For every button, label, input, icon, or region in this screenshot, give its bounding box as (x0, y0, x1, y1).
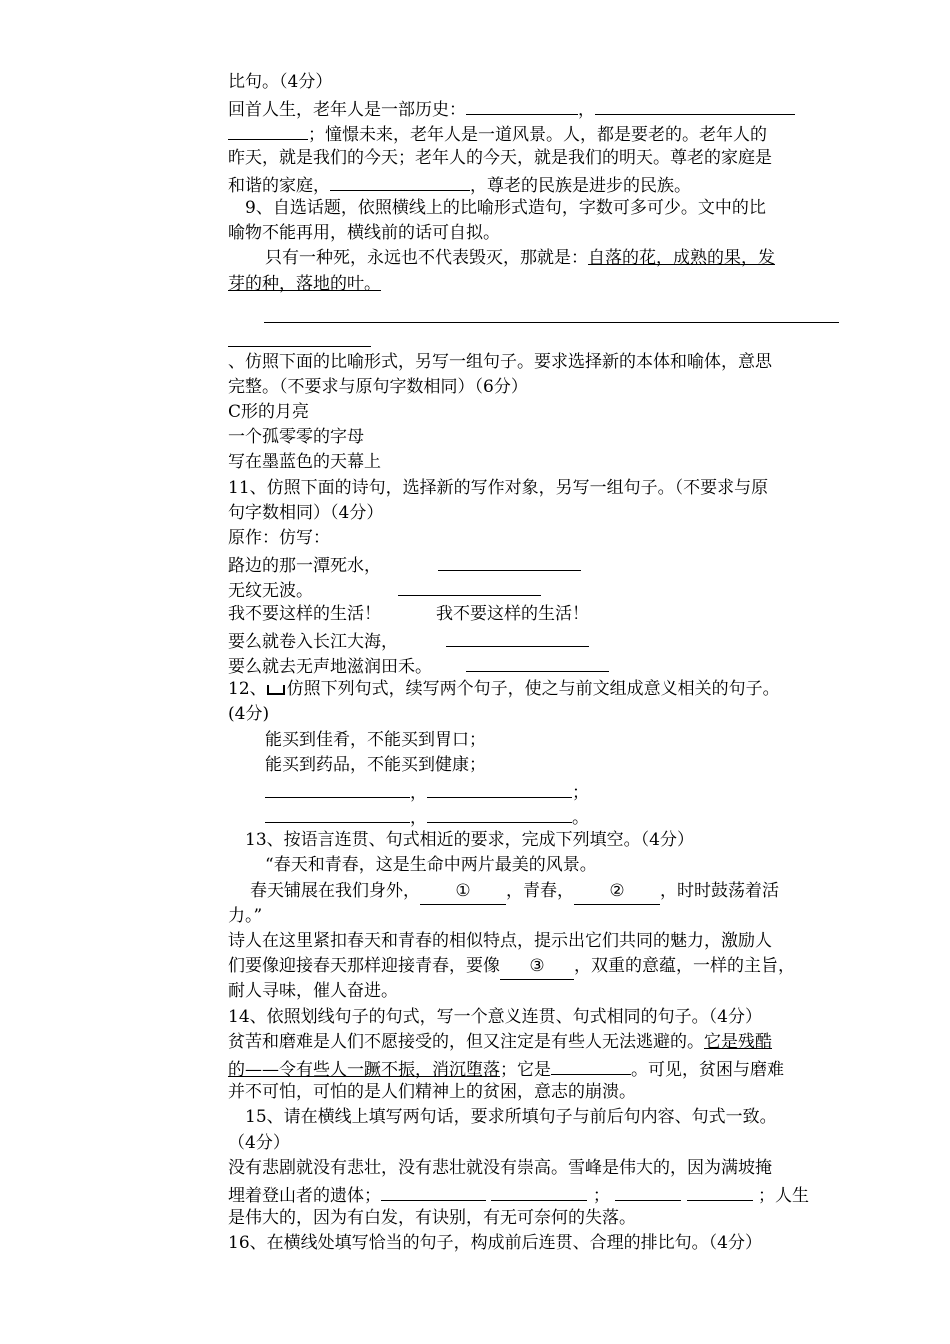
answer-blank[interactable] (228, 120, 308, 140)
underlined-text: 自落的花，成熟的果，发 (588, 248, 775, 269)
text-line: ， ； (228, 778, 853, 803)
question-10: 、仿照下面的比喻形式，另写一组句子。要求选择新的本体和喻体，意思 (228, 351, 772, 372)
underlined-text: 芽的种，落地的叶。 (228, 273, 381, 294)
underlined-text: 它是残酷 (704, 1031, 772, 1052)
text-line: 要么就去无声地滋润田禾。 (228, 652, 853, 677)
underlined-text: 的——令有些人一蹶不振，消沉堕落 (228, 1059, 500, 1080)
text-line: (4分) (228, 704, 270, 725)
text-line: 完整。（不要求与原句字数相同）（6分） (228, 376, 528, 397)
text-line: 们要像迎接春天那样迎接青春，要像 ③ ，双重的意蕴，一样的主旨， (228, 954, 853, 979)
question-9: 9、自选话题，依照横线上的比喻形式造句，字数可多可少。文中的比 (245, 197, 766, 218)
answer-blank[interactable] (381, 1181, 486, 1201)
text-line: 我不要这样的生活！ 我不要这样的生活！ (228, 603, 589, 624)
answer-blank[interactable] (265, 778, 410, 798)
answer-line-row (228, 330, 853, 350)
text-line: 能买到药品，不能买到健康； (265, 754, 486, 775)
answer-blank[interactable]: ③ (500, 954, 574, 980)
text-line: C形的月亮 (228, 402, 310, 423)
question-15: 15、请在横线上填写两句话，要求所填句子与前后句内容、句式一致。 (245, 1107, 777, 1128)
text-line: 和谐的家庭， ，尊老的民族是进步的民族。 (228, 171, 853, 196)
answer-blank[interactable] (330, 171, 470, 191)
text-line: 一个孤零零的字母 (228, 427, 364, 448)
document-page (228, 70, 853, 1256)
text-line: 要么就卷入长江大海， (228, 627, 853, 652)
text-line: （4分） (228, 1132, 290, 1153)
answer-blank[interactable] (228, 340, 371, 347)
text-line: 力。” (228, 905, 263, 926)
question-12: 12、 仿照下列句式，续写两个句子，使之与前文组成意义相关的句子。 (228, 679, 780, 700)
text-line: 喻物不能再用，横线前的话可自拟。 (228, 223, 500, 244)
text-line (228, 272, 853, 297)
text-cursor-mark-icon (267, 685, 285, 695)
text-line: 写在墨蓝色的天幕上 (228, 452, 381, 473)
text-line: 并不可怕，可怕的是人们精神上的贫困，意志的崩溃。 (228, 1082, 636, 1103)
answer-blank[interactable] (551, 1055, 631, 1075)
answer-blank[interactable]: ① (420, 879, 506, 905)
answer-blank[interactable] (398, 576, 541, 596)
answer-blank[interactable]: ② (574, 879, 660, 905)
answer-blank[interactable] (466, 95, 578, 115)
text-line: 无纹无波。 (228, 576, 853, 601)
answer-blank[interactable] (427, 778, 572, 798)
text-line: 句字数相同）（4分） (228, 502, 384, 523)
text-line: 只有一种死，永远也不代表毁灭，那就是：自落的花，成熟的果，发 (265, 248, 775, 269)
text-line: 比句。（4分） (228, 72, 333, 92)
answer-blank[interactable] (264, 297, 839, 323)
text-line: 没有悲剧就没有悲壮，没有悲壮就没有崇高。雪峰是伟大的，因为满坡掩 (228, 1157, 772, 1178)
text-line: 诗人在这里紧扣春天和青春的相似特点，提示出它们共同的魅力，激励人 (228, 931, 772, 951)
answer-blank[interactable] (427, 803, 572, 823)
answer-blank[interactable] (446, 627, 589, 647)
question-16: 16、在横线处填写恰当的句子，构成前后连贯、合理的排比句。（4分） (228, 1233, 762, 1254)
text-line: 昨天，就是我们的今天；老年人的今天，就是我们的明天。尊老的家庭是 (228, 147, 772, 168)
answer-blank[interactable] (491, 1181, 587, 1201)
text-line: “春天和青春，这是生命中两片最美的风景。 (265, 855, 597, 876)
text-line: 贫苦和磨难是人们不愿接受的，但又注定是有些人无法逃避的。它是残酷 (228, 1031, 772, 1052)
answer-blank[interactable] (466, 652, 609, 672)
question-11: 11、仿照下面的诗句，选择新的写作对象，另写一组句子。（不要求与原 (228, 477, 769, 498)
text-line: 回首人生，老年人是一部历史： ， (228, 95, 853, 120)
text-line: ；憧憬未来，老年人是一道风景。人，都是要老的。老年人的 (228, 120, 853, 145)
text-line: 埋着登山者的遗体； ； ；人生 (228, 1181, 853, 1206)
text-line: 春天铺展在我们身外， ① ，青春， ② ，时时鼓荡着活 (228, 879, 853, 904)
text-line: ， 。 (228, 803, 853, 828)
text-line: 的——令有些人一蹶不振，消沉堕落；它是 。可见，贫困与磨难 (228, 1055, 853, 1080)
answer-line-row (228, 297, 853, 330)
text-line: 耐人寻味，催人奋进。 (228, 981, 398, 1002)
answer-blank[interactable] (615, 1181, 681, 1201)
answer-blank[interactable] (687, 1181, 753, 1201)
text-line: 路边的那一潭死水， (228, 551, 853, 576)
question-14: 14、依照划线句子的句式，写一个意义连贯、句式相同的句子。（4分） (228, 1006, 762, 1027)
question-13: 13、按语言连贯、句式相近的要求，完成下列填空。（4分） (245, 830, 694, 851)
text-line: 原作：仿写： (228, 528, 330, 548)
answer-blank[interactable] (595, 95, 795, 115)
answer-blank[interactable] (438, 551, 581, 571)
answer-blank[interactable] (265, 803, 410, 823)
text-line: 能买到佳肴，不能买到胃口； (265, 729, 486, 750)
text-line: 是伟大的，因为有白发，有诀别，有无可奈何的失落。 (228, 1208, 636, 1229)
